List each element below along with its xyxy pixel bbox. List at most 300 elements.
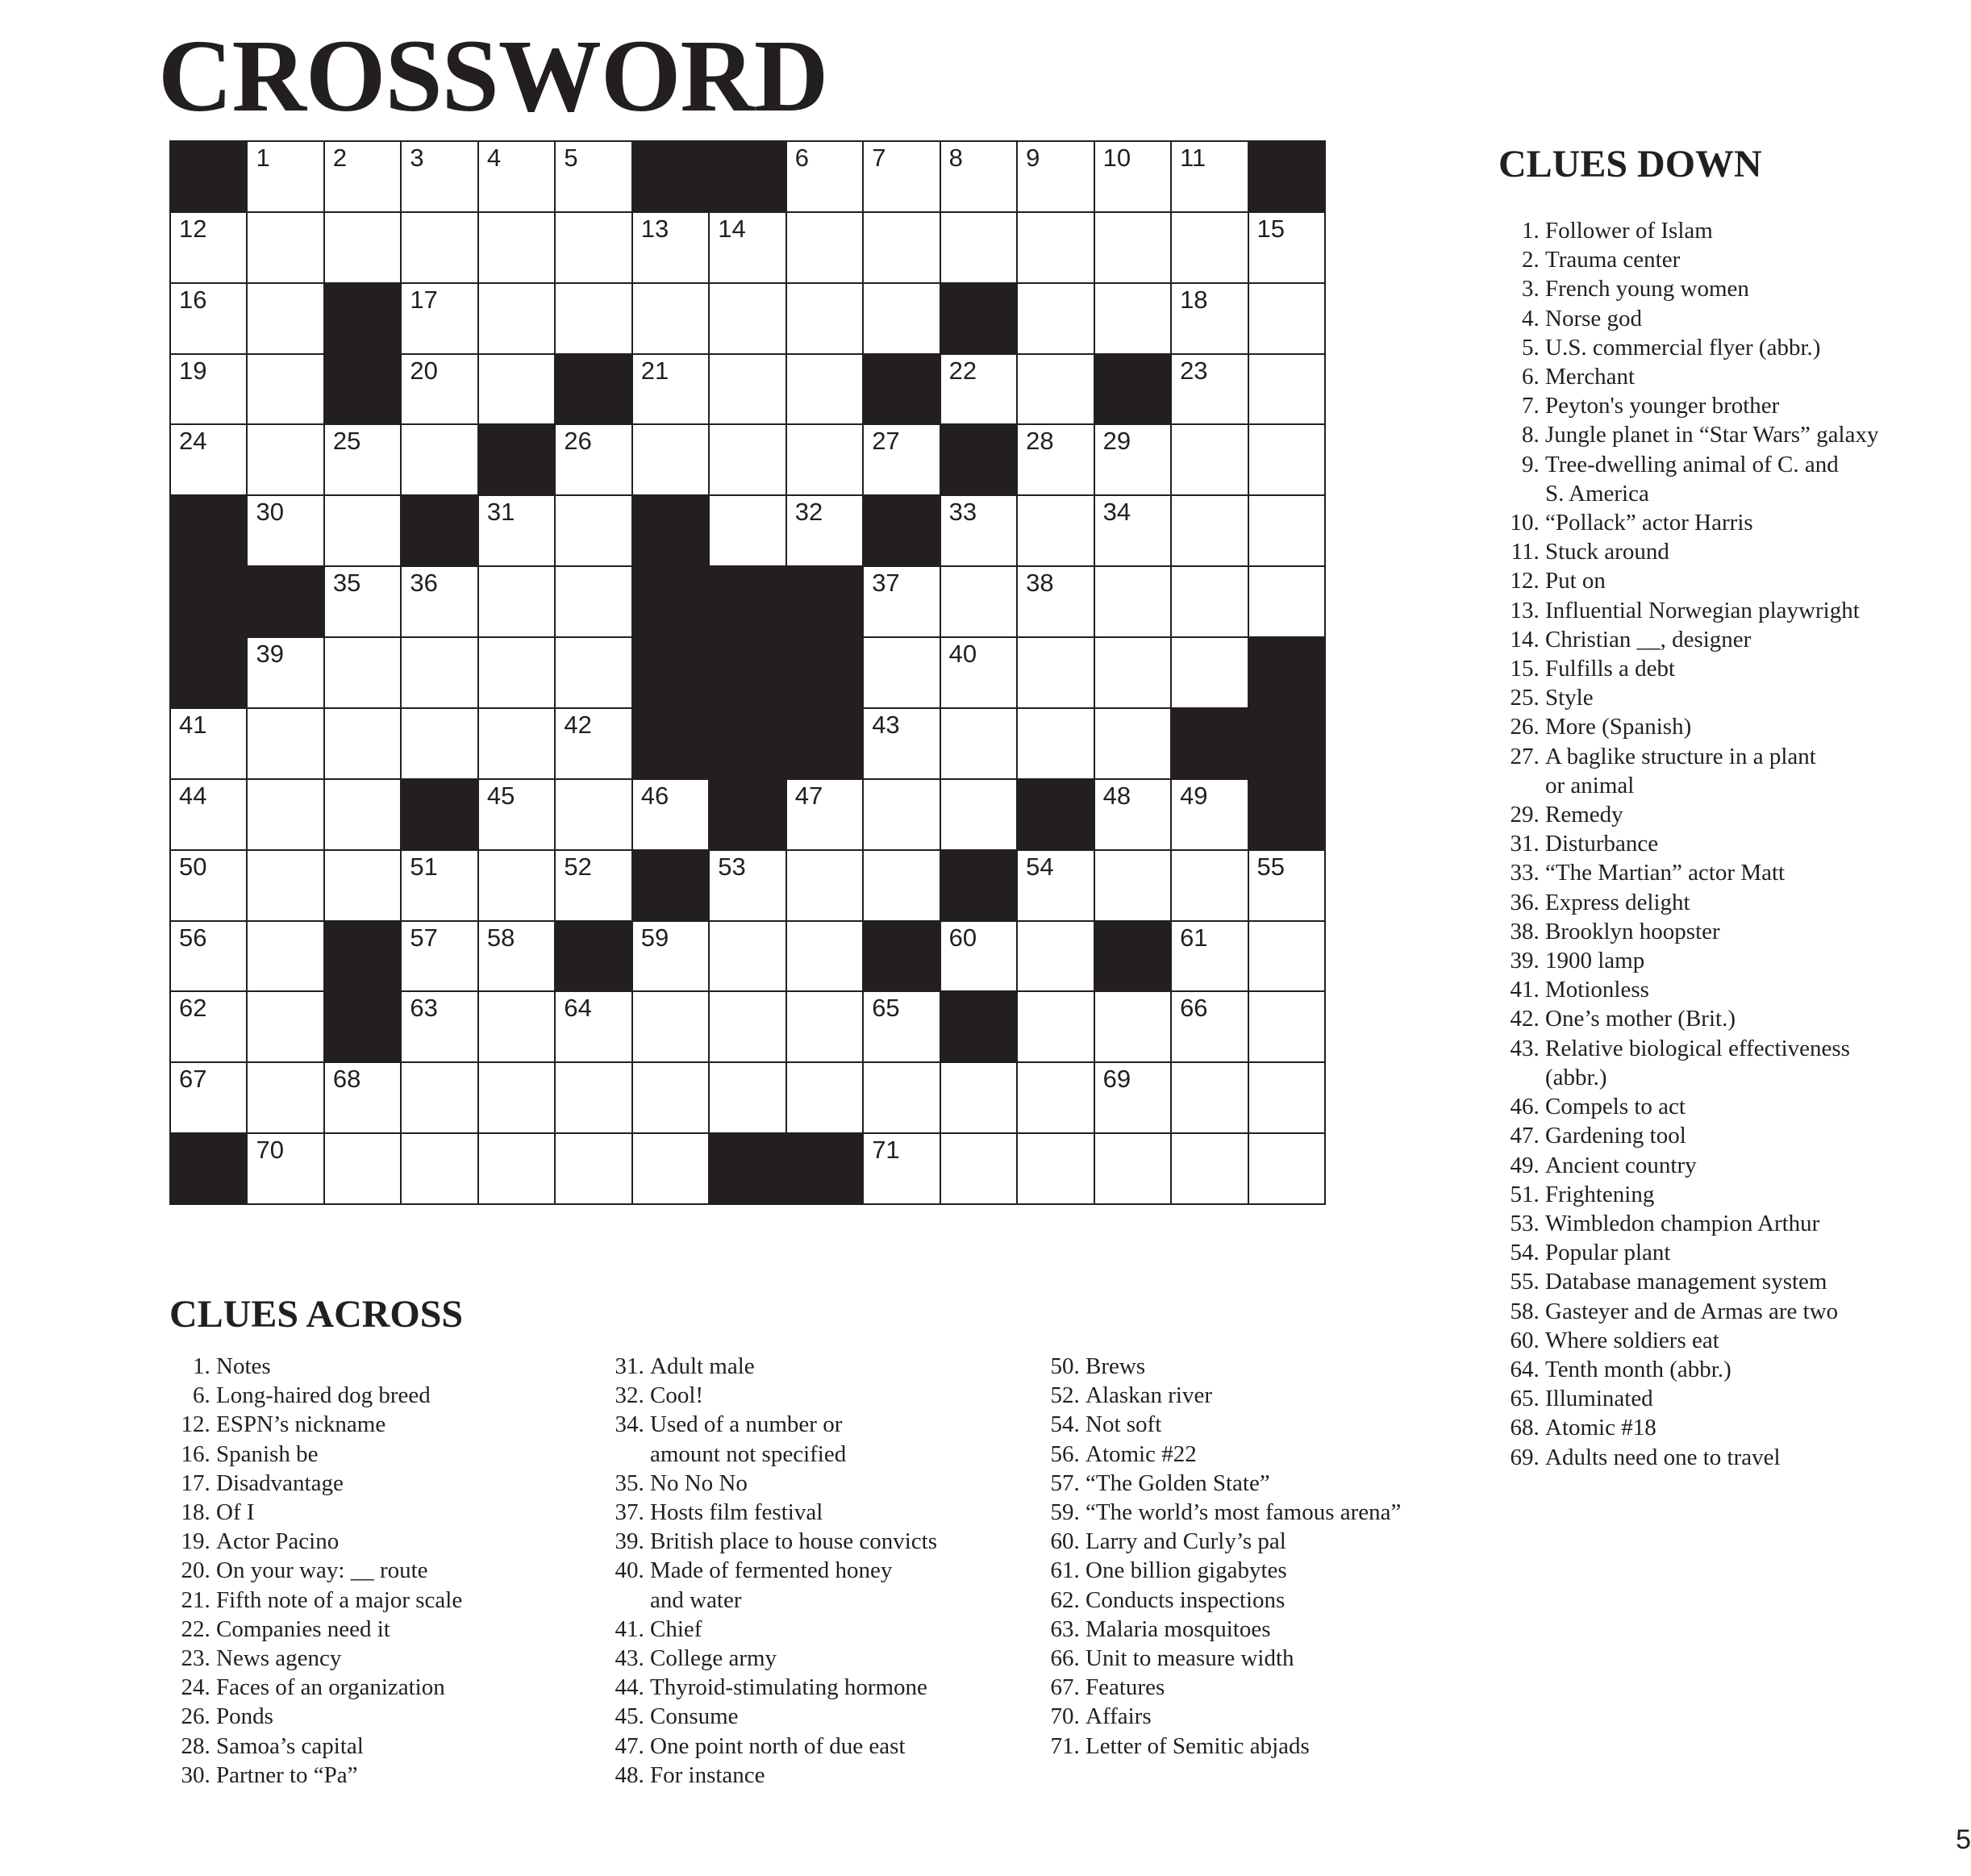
clue-item [1508,800,1911,829]
clue-number: 52. [1050,1382,1086,1409]
clue-number: 28. [181,1732,216,1759]
grid-cell[interactable] [325,780,400,849]
clue-item [1508,1092,1911,1121]
cell-number: 63 [410,994,438,1023]
grid-cell[interactable] [1172,992,1247,1061]
grid-cell[interactable] [248,496,323,565]
grid-cell[interactable] [1018,638,1093,707]
grid-cell[interactable] [479,709,554,778]
grid-cell[interactable] [556,425,631,494]
clue-text: Made of fermented honey and water [650,1557,893,1613]
grid-cell[interactable] [479,638,554,707]
grid-cell[interactable] [325,425,400,494]
grid-cell[interactable] [787,142,862,211]
grid-cell[interactable] [402,567,477,636]
grid-cell[interactable] [941,780,1016,849]
grid-cell[interactable] [402,1134,477,1203]
grid-cell[interactable] [248,709,323,778]
black-square [633,638,708,707]
grid-cell[interactable] [479,142,554,211]
clue-number: 55. [1510,1269,1545,1295]
grid-cell[interactable] [325,1134,400,1203]
grid-cell[interactable] [479,496,554,565]
grid-cell[interactable] [1249,1134,1324,1203]
clues-across-column-1 [179,1352,598,1790]
grid-cell[interactable] [1095,992,1170,1061]
grid-cell[interactable] [864,709,939,778]
grid-cell[interactable] [787,213,862,282]
grid-cell[interactable] [787,851,862,920]
grid-cell[interactable] [1172,1063,1247,1132]
grid-cell[interactable] [479,851,554,920]
grid-cell[interactable] [325,567,400,636]
cell-number: 62 [179,994,207,1023]
grid-cell[interactable] [402,142,477,211]
grid-cell[interactable] [864,567,939,636]
grid-cell[interactable] [1018,1134,1093,1203]
clue-item [613,1352,1016,1381]
grid-cell[interactable] [1018,355,1093,424]
grid-cell[interactable] [864,780,939,849]
grid-cell[interactable] [1018,284,1093,353]
grid-cell[interactable] [941,1134,1016,1203]
grid-cell[interactable] [710,284,785,353]
clue-item [613,1615,1016,1644]
grid-cell[interactable] [171,213,246,282]
grid-cell[interactable] [479,1063,554,1132]
grid-cell[interactable] [556,851,631,920]
clue-item [1508,1355,1911,1384]
grid-cell[interactable] [1172,638,1247,707]
grid-cell[interactable] [941,213,1016,282]
grid-cell[interactable] [864,1134,939,1203]
grid-cell[interactable] [633,1063,708,1132]
grid-cell[interactable] [1249,1063,1324,1132]
cell-number: 5 [564,144,578,172]
clue-item [1048,1556,1468,1585]
grid-cell[interactable] [633,284,708,353]
clue-item [613,1527,1016,1556]
grid-cell[interactable] [1172,567,1247,636]
clue-number: 58. [1510,1298,1545,1324]
grid-cell[interactable] [479,213,554,282]
grid-cell[interactable] [1095,213,1170,282]
grid-cell[interactable] [171,355,246,424]
clue-number: 14. [1510,626,1545,652]
grid-cell[interactable] [1095,142,1170,211]
grid-cell[interactable] [248,284,323,353]
grid-cell[interactable] [1249,425,1324,494]
grid-cell[interactable] [1095,567,1170,636]
clue-item [613,1702,1016,1731]
grid-cell[interactable] [325,1063,400,1132]
grid-cell[interactable] [941,638,1016,707]
grid-cell[interactable] [633,1134,708,1203]
grid-cell[interactable] [710,496,785,565]
grid-cell[interactable] [1172,284,1247,353]
clue-number: 61. [1050,1557,1086,1584]
clue-number: 21. [181,1586,216,1613]
grid-cell[interactable] [402,851,477,920]
cell-number: 18 [1180,285,1208,314]
grid-cell[interactable] [864,992,939,1061]
grid-cell[interactable] [1172,1134,1247,1203]
grid-cell[interactable] [402,284,477,353]
grid-cell[interactable] [248,425,323,494]
grid-cell[interactable] [479,355,554,424]
clue-text: Tenth month (abbr.) [1545,1356,1731,1382]
grid-cell[interactable] [1249,355,1324,424]
grid-cell[interactable] [479,992,554,1061]
grid-cell[interactable] [710,355,785,424]
grid-cell[interactable] [633,355,708,424]
clue-item [613,1732,1016,1761]
grid-cell[interactable] [1018,567,1093,636]
grid-cell[interactable] [864,851,939,920]
grid-cell[interactable] [248,355,323,424]
grid-cell[interactable] [325,496,400,565]
clue-number: 42. [1510,1006,1545,1032]
clue-text: Alaskan river [1086,1382,1213,1409]
clue-text: Unit to measure width [1086,1645,1294,1672]
grid-cell[interactable] [941,567,1016,636]
clue-item [1508,304,1911,333]
grid-cell[interactable] [1018,425,1093,494]
grid-cell[interactable] [633,213,708,282]
clue-number: 12. [1510,568,1545,594]
grid-cell[interactable] [248,851,323,920]
clue-number: 54. [1050,1411,1086,1438]
clue-item [1048,1615,1468,1644]
grid-cell[interactable] [1095,1063,1170,1132]
grid-cell[interactable] [941,1063,1016,1132]
clue-number: 59. [1050,1499,1086,1526]
grid-cell[interactable] [479,284,554,353]
cell-number: 22 [948,356,977,385]
grid-cell[interactable] [325,142,400,211]
clue-number: 64. [1510,1356,1545,1382]
grid-cell[interactable] [941,922,1016,991]
cell-number: 10 [1102,144,1131,172]
grid-cell[interactable] [710,1063,785,1132]
grid-cell[interactable] [556,1134,631,1203]
clue-number: 32. [615,1382,650,1409]
grid-cell[interactable] [633,425,708,494]
clue-number: 70. [1050,1703,1086,1730]
clue-item [613,1381,1016,1410]
cell-number: 33 [948,498,977,527]
grid-cell[interactable] [787,496,862,565]
clue-item [1508,420,1911,449]
clue-number: 50. [1050,1353,1086,1379]
clue-number: 41. [615,1615,650,1642]
grid-cell[interactable] [1095,638,1170,707]
cell-number: 29 [1102,427,1131,456]
grid-cell[interactable] [1018,992,1093,1061]
clue-number: 37. [615,1499,650,1526]
grid-cell[interactable] [325,213,400,282]
clue-item [1508,1384,1911,1413]
grid-cell[interactable] [1095,1134,1170,1203]
clue-text: Compels to act [1545,1094,1686,1120]
cell-number: 69 [1102,1065,1131,1094]
grid-cell[interactable] [1172,496,1247,565]
cell-number: 2 [332,144,348,172]
grid-cell[interactable] [171,709,246,778]
grid-cell[interactable] [1172,213,1247,282]
clue-item [1508,1297,1911,1326]
grid-cell[interactable] [710,851,785,920]
clue-item [179,1381,598,1410]
cell-number: 7 [872,144,886,172]
clue-number: 57. [1050,1470,1086,1496]
grid-cell[interactable] [787,922,862,991]
grid-cell[interactable] [787,992,862,1061]
grid-cell[interactable] [171,425,246,494]
black-square [864,355,939,424]
grid-cell[interactable] [787,1063,862,1132]
clue-item [1508,566,1911,595]
grid-cell[interactable] [1018,1063,1093,1132]
grid-cell[interactable] [171,922,246,991]
cell-number: 9 [1026,144,1040,172]
clue-number: 18. [181,1499,216,1526]
clue-text: “The Golden State” [1086,1470,1270,1496]
grid-cell[interactable] [864,284,939,353]
grid-cell[interactable] [941,709,1016,778]
grid-cell[interactable] [1172,142,1247,211]
grid-cell[interactable] [633,780,708,849]
grid-cell[interactable] [171,780,246,849]
grid-cell[interactable] [1249,496,1324,565]
cell-number: 64 [564,994,592,1023]
grid-cell[interactable] [787,425,862,494]
clue-item [1508,1238,1911,1267]
grid-cell[interactable] [171,992,246,1061]
black-square [710,780,785,849]
clue-number: 5. [1522,334,1545,361]
cell-number: 52 [564,852,592,881]
grid-cell[interactable] [325,851,400,920]
cell-number: 59 [640,923,669,952]
clue-text: 1900 lamp [1545,948,1645,974]
clue-item [1508,1034,1911,1092]
grid-cell[interactable] [1018,213,1093,282]
grid-cell[interactable] [1018,851,1093,920]
clue-item [1508,829,1911,858]
grid-cell[interactable] [402,355,477,424]
grid-cell[interactable] [402,638,477,707]
grid-cell[interactable] [1172,425,1247,494]
grid-cell[interactable] [1095,851,1170,920]
cell-number: 14 [718,214,746,243]
clue-text: Brooklyn hoopster [1545,918,1720,944]
grid-cell[interactable] [710,213,785,282]
cell-number: 12 [179,214,207,243]
grid-cell[interactable] [248,780,323,849]
grid-cell[interactable] [402,213,477,282]
grid-cell[interactable] [1018,142,1093,211]
grid-cell[interactable] [248,638,323,707]
clue-text: College army [650,1645,777,1672]
cell-number: 47 [794,781,823,810]
cell-number: 39 [256,640,284,669]
clue-number: 25. [1510,685,1545,711]
grid-cell[interactable] [402,992,477,1061]
clue-item [1048,1586,1468,1615]
grid-cell[interactable] [1095,709,1170,778]
clue-item [1048,1440,1468,1469]
grid-cell[interactable] [787,780,862,849]
grid-cell[interactable] [1249,567,1324,636]
grid-cell[interactable] [171,851,246,920]
grid-cell[interactable] [864,213,939,282]
clue-item [1508,975,1911,1004]
clue-number: 6. [193,1382,216,1409]
cell-number: 26 [564,427,592,456]
cell-number: 13 [640,214,669,243]
cell-number: 41 [179,710,207,739]
grid-cell[interactable] [1172,922,1247,991]
grid-cell[interactable] [248,922,323,991]
cell-number: 27 [872,427,900,456]
grid-cell[interactable] [479,1134,554,1203]
clue-item [1508,391,1911,420]
clue-text: Conducts inspections [1086,1586,1286,1613]
grid-cell[interactable] [1018,496,1093,565]
clue-text: No No No [650,1470,748,1496]
grid-cell[interactable] [1018,709,1093,778]
clue-text: Consume [650,1703,739,1730]
grid-cell[interactable] [479,567,554,636]
grid-cell[interactable] [479,780,554,849]
grid-cell[interactable] [248,213,323,282]
grid-cell[interactable] [325,638,400,707]
grid-cell[interactable] [248,1063,323,1132]
grid-cell[interactable] [1249,213,1324,282]
cell-number: 4 [486,144,502,172]
clue-text: Notes [216,1353,271,1379]
clue-text: Stuck around [1545,539,1669,565]
grid-cell[interactable] [556,567,631,636]
grid-cell[interactable] [710,992,785,1061]
grid-cell[interactable] [787,355,862,424]
grid-cell[interactable] [556,142,631,211]
clue-item [1508,683,1911,712]
clue-item [1508,625,1911,654]
clue-text: Brews [1086,1353,1146,1379]
grid-cell[interactable] [171,284,246,353]
clue-text: One’s mother (Brit.) [1545,1006,1736,1032]
grid-cell[interactable] [171,1063,246,1132]
black-square [325,284,400,353]
grid-cell[interactable] [556,709,631,778]
clue-number: 71. [1050,1732,1086,1759]
clue-number: 39. [1510,948,1545,974]
black-square [941,425,1016,494]
grid-cell[interactable] [248,142,323,211]
clue-item [1508,1267,1911,1296]
grid-cell[interactable] [248,1134,323,1203]
grid-cell[interactable] [710,425,785,494]
grid-cell[interactable] [1249,851,1324,920]
clue-text: “The world’s most famous arena” [1086,1499,1402,1526]
grid-cell[interactable] [1172,851,1247,920]
clue-item [1508,245,1911,274]
grid-cell[interactable] [556,284,631,353]
cell-number: 31 [486,498,515,527]
grid-cell[interactable] [1172,355,1247,424]
clue-item [613,1498,1016,1527]
grid-cell[interactable] [248,992,323,1061]
grid-cell[interactable] [633,992,708,1061]
clue-number: 51. [1510,1181,1545,1207]
grid-cell[interactable] [787,284,862,353]
clue-item [179,1410,598,1439]
grid-cell[interactable] [633,922,708,991]
grid-cell[interactable] [556,780,631,849]
grid-cell[interactable] [402,1063,477,1132]
clue-text: Remedy [1545,802,1623,828]
grid-cell[interactable] [1249,284,1324,353]
black-square [787,638,862,707]
clue-text: Fulfills a debt [1545,656,1676,682]
grid-cell[interactable] [864,638,939,707]
cell-number: 55 [1256,852,1286,881]
clues-down-heading: CLUES DOWN [1498,143,1762,186]
clue-text: Relative biological effectiveness (abbr.) [1545,1035,1850,1090]
clue-item [1508,450,1911,508]
grid-cell[interactable] [941,355,1016,424]
clue-text: Chief [650,1615,702,1642]
grid-cell[interactable] [402,425,477,494]
grid-cell[interactable] [1095,780,1170,849]
grid-cell[interactable] [556,1063,631,1132]
grid-cell[interactable] [1172,780,1247,849]
grid-cell[interactable] [864,425,939,494]
grid-cell[interactable] [864,142,939,211]
cell-number: 15 [1256,214,1286,243]
grid-cell[interactable] [1249,992,1324,1061]
black-square [479,425,554,494]
grid-cell[interactable] [556,496,631,565]
clue-number: 44. [615,1674,650,1701]
clue-number: 40. [615,1557,650,1584]
grid-cell[interactable] [402,922,477,991]
cell-number: 42 [564,710,592,739]
grid-cell[interactable] [1095,496,1170,565]
grid-cell[interactable] [479,922,554,991]
grid-cell[interactable] [325,709,400,778]
grid-cell[interactable] [1095,284,1170,353]
grid-cell[interactable] [402,709,477,778]
grid-cell[interactable] [864,1063,939,1132]
grid-cell[interactable] [1018,922,1093,991]
grid-cell[interactable] [556,213,631,282]
grid-cell[interactable] [710,922,785,991]
clue-text: Atomic #18 [1545,1415,1656,1441]
grid-cell[interactable] [1249,922,1324,991]
grid-cell[interactable] [556,638,631,707]
clue-text: More (Spanish) [1545,714,1692,740]
grid-cell[interactable] [556,992,631,1061]
grid-cell[interactable] [941,142,1016,211]
cell-number: 32 [794,498,823,527]
grid-cell[interactable] [1095,425,1170,494]
grid-cell[interactable] [941,496,1016,565]
clue-item [1048,1527,1468,1556]
clue-item [1508,333,1911,362]
